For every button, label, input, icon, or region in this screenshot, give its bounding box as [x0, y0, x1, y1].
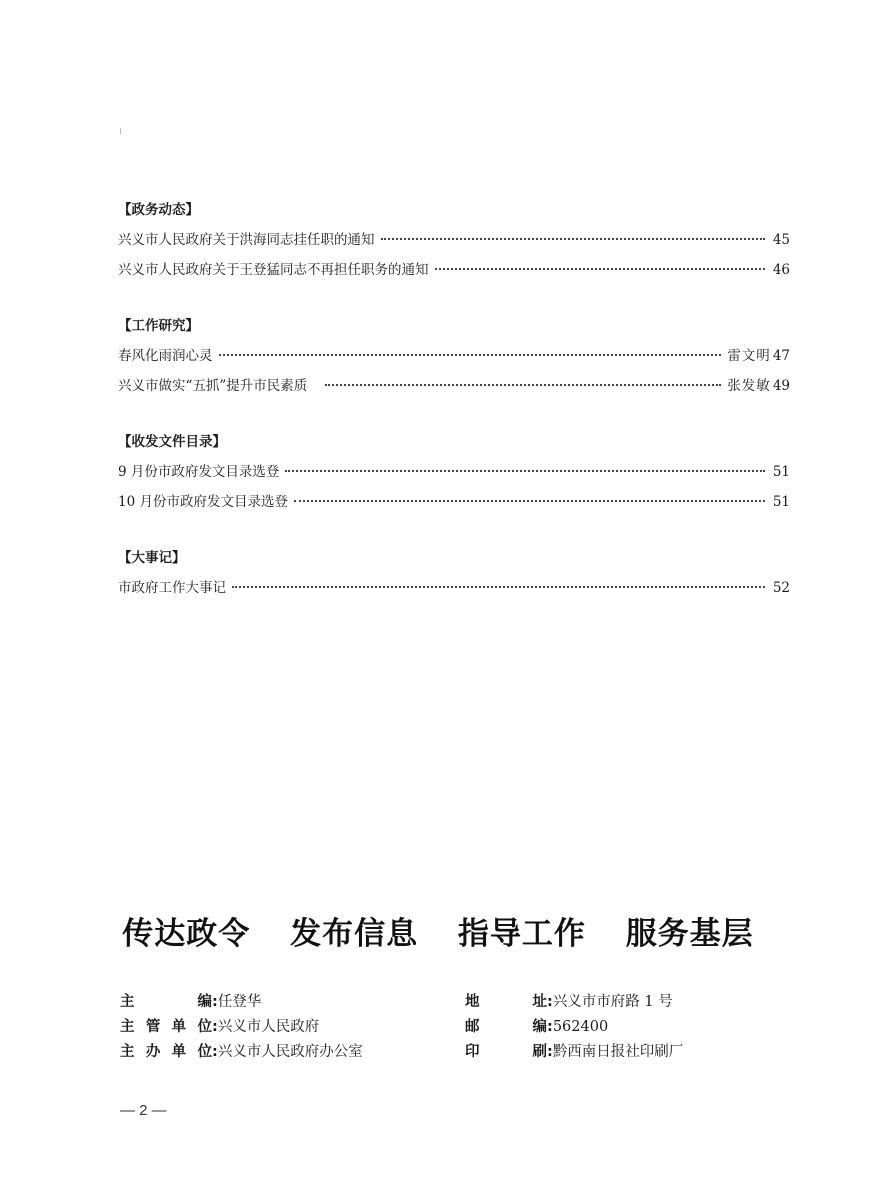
section-header: 【工作研究】	[118, 318, 199, 334]
info-organizer: 主 办 单 位 : 兴义市人民政府办公室	[120, 1040, 465, 1065]
info-row	[120, 1040, 770, 1065]
entry-page: 52	[772, 580, 790, 596]
info-printer: 印 刷 : 黔西南日报社印刷厂	[465, 1040, 765, 1065]
leader-dots	[294, 500, 765, 502]
info-label: 主 编	[120, 994, 212, 1010]
toc-section-chronicle	[118, 543, 790, 603]
info-label: 地 址	[465, 994, 547, 1010]
info-label: 邮 编	[465, 1019, 547, 1035]
info-value: 黔西南日报社印刷厂	[552, 1044, 684, 1060]
info-label: 主 办 单 位	[120, 1044, 212, 1060]
entry-author: 张发敏	[727, 378, 771, 394]
slogan-phrase: 传达政令	[122, 916, 251, 952]
info-value: 562400	[552, 1019, 609, 1035]
info-row	[120, 1015, 770, 1040]
toc-entry[interactable]	[118, 371, 790, 401]
toc-entry[interactable]	[118, 457, 790, 487]
leader-dots	[325, 384, 721, 386]
info-address: 地 址 : 兴义市市府路 1 号	[465, 990, 765, 1015]
toc-section-government-news	[118, 195, 790, 285]
entry-title: 9 月份市政府发文目录选登	[118, 464, 280, 480]
slogan	[0, 908, 876, 953]
entry-page: 51	[772, 464, 790, 480]
info-supervisor: 主 管 单 位 : 兴义市人民政府	[120, 1015, 465, 1040]
entry-title: 10 月份市政府发文目录选登	[118, 494, 288, 510]
entry-page: 47	[772, 348, 790, 364]
toc-section-document-catalog	[118, 427, 790, 517]
toc-entry[interactable]	[118, 255, 790, 285]
info-value: 兴义市人民政府	[217, 1019, 320, 1035]
entry-title: 市政府工作大事记	[118, 580, 226, 596]
toc-entry[interactable]	[118, 225, 790, 255]
leader-dots	[435, 268, 765, 270]
leader-dots	[285, 470, 764, 472]
publication-info	[120, 990, 770, 1065]
leader-dots	[232, 586, 765, 588]
section-header: 【收发文件目录】	[118, 434, 226, 450]
leader-dots	[381, 238, 765, 240]
info-value: 任登华	[217, 994, 262, 1010]
entry-page: 45	[772, 232, 790, 248]
info-row	[120, 990, 770, 1015]
slogan-phrase: 指导工作	[457, 916, 586, 952]
entry-author: 雷文明	[727, 348, 771, 364]
entry-title: 春风化雨润心灵	[118, 348, 213, 364]
slogan-phrase: 服务基层	[625, 916, 754, 952]
toc-entry[interactable]	[118, 487, 790, 517]
section-header: 【大事记】	[118, 550, 186, 566]
toc-entry[interactable]	[118, 573, 790, 603]
slogan-phrase: 发布信息	[290, 916, 419, 952]
toc-entry[interactable]	[118, 341, 790, 371]
entry-page: 46	[772, 262, 790, 278]
entry-title: 兴义市人民政府关于王登猛同志不再担任职务的通知	[118, 262, 429, 278]
entry-page: 49	[772, 378, 790, 394]
entry-page: 51	[772, 494, 790, 510]
entry-title: 兴义市人民政府关于洪海同志挂任职的通知	[118, 232, 375, 248]
info-label: 主 管 单 位	[120, 1019, 212, 1035]
page-number: — 2 —	[120, 1102, 167, 1119]
table-of-contents	[118, 195, 790, 629]
info-editor: 主 编 : 任登华	[120, 990, 465, 1015]
entry-title: 兴义市做实“五抓”提升市民素质	[118, 378, 308, 394]
info-value: 兴义市市府路 1 号	[552, 994, 673, 1010]
info-label: 印 刷	[465, 1044, 547, 1060]
info-postcode: 邮 编 : 562400	[465, 1015, 765, 1040]
crop-mark	[120, 128, 121, 134]
toc-section-work-research	[118, 311, 790, 401]
info-value: 兴义市人民政府办公室	[217, 1044, 363, 1060]
leader-dots	[219, 354, 722, 356]
section-header: 【政务动态】	[118, 202, 199, 218]
